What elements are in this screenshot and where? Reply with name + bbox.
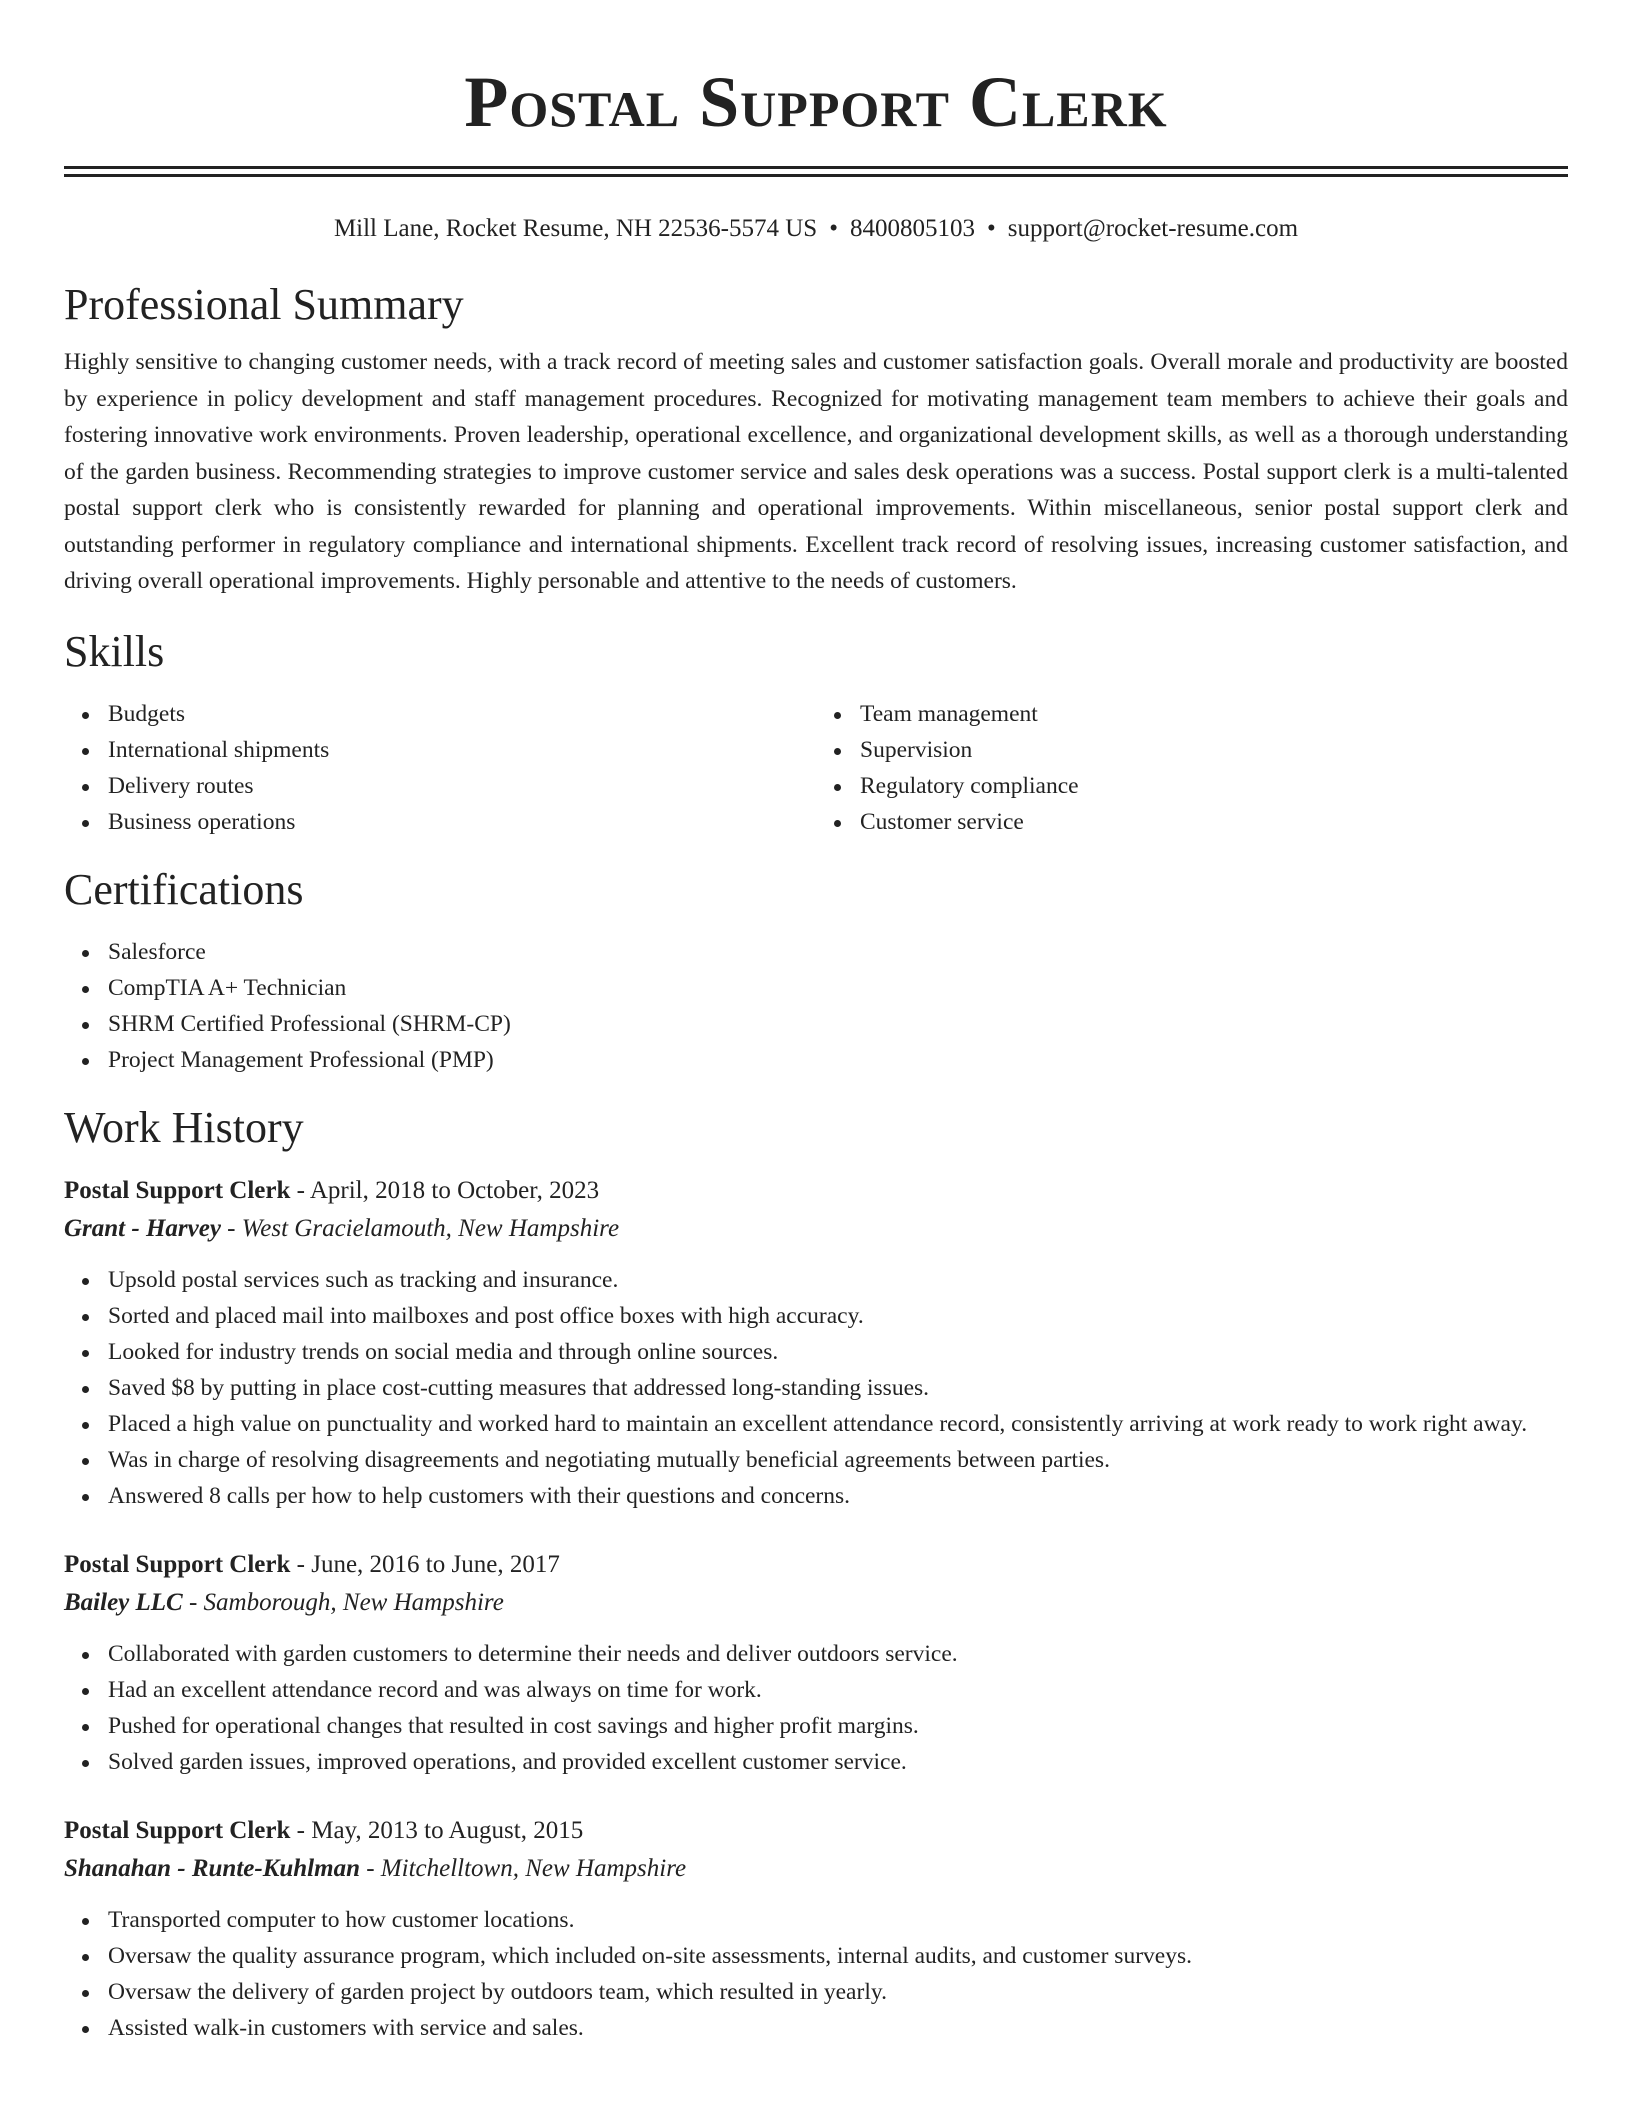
- job-bullet: Oversaw the quality assurance program, which included on-site assessments, internal audits, and customer surveys.: [108, 1938, 1568, 1974]
- job-bullet: Placed a high value on punctuality and worked hard to maintain an excellent attendance record, consistently arriving at work ready to work right away.: [108, 1406, 1568, 1442]
- certification-item: Project Management Professional (PMP): [108, 1042, 1568, 1078]
- job-bullets: [64, 1636, 1568, 1780]
- job-bullet: Saved $8 by putting in place cost-cutting measures that addressed long-standing issues.: [108, 1370, 1568, 1406]
- contact-phone: 8400805103: [849, 215, 975, 242]
- certifications-list: [64, 934, 1568, 1078]
- job-bullet: Pushed for operational changes that resulted in cost savings and higher profit margins.: [108, 1708, 1568, 1744]
- job-dates: - April, 2018 to October, 2023: [290, 1176, 600, 1204]
- job-location: - West Gracielamouth, New Hampshire: [220, 1214, 620, 1242]
- contact-separator: •: [829, 215, 838, 242]
- certification-item: SHRM Certified Professional (SHRM-CP): [108, 1006, 1568, 1042]
- summary-heading: Professional Summary: [64, 280, 464, 329]
- job-dates: - May, 2013 to August, 2015: [290, 1816, 584, 1844]
- skills-heading: Skills: [64, 626, 165, 676]
- job-location: - Samborough, New Hampshire: [182, 1588, 504, 1616]
- job-bullet: Upsold postal services such as tracking and insurance.: [108, 1262, 1568, 1298]
- summary-text: Highly sensitive to changing customer needs, with a track record of meeting sales and customer satisfaction goals. Overall morale and productivity are boosted by experience in policy development and staff management procedures. Recognized for motivating management team members to achieve their goals and fostering innovative work environments. Proven leadership, operational excellence, and organizational development skills, as well as a thorough understanding of the garden business. Recommending strategies to improve customer service and sales desk operations was a success. Postal support clerk is a multi-talented postal support clerk who is consistently rewarded for planning and operational improvements. Within miscellaneous, senior postal support clerk and outstanding performer in regulatory compliance and international shipments. Excellent track record of resolving issues, increasing customer satisfaction, and driving overall operational improvements. Highly personable and attentive to the needs of customers.: [64, 349, 1568, 594]
- page-title: Postal Support Clerk: [464, 62, 1168, 142]
- skill-item: Regulatory compliance: [860, 768, 1568, 804]
- skills-column-right: [816, 696, 1568, 840]
- job-bullet: Sorted and placed mail into mailboxes and post office boxes with high accuracy.: [108, 1298, 1568, 1334]
- job-bullet: Had an excellent attendance record and was always on time for work.: [108, 1672, 1568, 1708]
- job-role: Postal Support Clerk: [64, 1176, 291, 1204]
- job-entry: [64, 1546, 1568, 1780]
- job-location: - Mitchelltown, New Hampshire: [359, 1854, 687, 1882]
- skills-column-left: [64, 696, 816, 840]
- job-bullets: [64, 1262, 1568, 1514]
- job-bullet: Oversaw the delivery of garden project by outdoors team, which resulted in yearly.: [108, 1974, 1568, 2010]
- contact-separator: •: [986, 215, 996, 242]
- job-title-line: [64, 1546, 1568, 1584]
- job-bullet: Answered 8 calls per how to help customers with their questions and concerns.: [108, 1478, 1568, 1514]
- job-entry: [64, 1812, 1568, 2046]
- skill-item: Team management: [860, 696, 1568, 732]
- job-bullet: Solved garden issues, improved operations, and provided excellent customer service.: [108, 1744, 1568, 1780]
- job-company: Shanahan - Runte-Kuhlman: [64, 1854, 360, 1882]
- job-company: Bailey LLC: [64, 1588, 183, 1616]
- skill-item: Delivery routes: [108, 768, 816, 804]
- job-title-line: [64, 1172, 1568, 1210]
- job-bullet: Was in charge of resolving disagreements and negotiating mutually beneficial agreements between parties.: [108, 1442, 1568, 1478]
- skill-item: Customer service: [860, 804, 1568, 840]
- title-divider: [64, 166, 1568, 177]
- skill-item: Budgets: [108, 696, 816, 732]
- job-bullets: [64, 1902, 1568, 2046]
- contact-email: support@rocket-resume.com: [1007, 215, 1299, 242]
- skill-item: International shipments: [108, 732, 816, 768]
- certification-item: CompTIA A+ Technician: [108, 970, 1568, 1006]
- job-employer-line: [64, 1210, 1568, 1248]
- job-dates: - June, 2016 to June, 2017: [290, 1550, 560, 1578]
- contact-line: [64, 213, 1568, 245]
- job-employer-line: [64, 1850, 1568, 1888]
- job-company: Grant - Harvey: [64, 1214, 221, 1242]
- job-bullet: Collaborated with garden customers to determine their needs and deliver outdoors service.: [108, 1636, 1568, 1672]
- contact-address: Mill Lane, Rocket Resume, NH 22536-5574 US: [333, 215, 818, 242]
- certification-item: Salesforce: [108, 934, 1568, 970]
- job-role: Postal Support Clerk: [64, 1550, 291, 1578]
- work-history-heading: Work History: [64, 1102, 304, 1152]
- job-title-line: [64, 1812, 1568, 1850]
- job-bullet: Transported computer to how customer locations.: [108, 1902, 1568, 1938]
- skill-item: Supervision: [860, 732, 1568, 768]
- job-employer-line: [64, 1584, 1568, 1622]
- job-role: Postal Support Clerk: [64, 1816, 291, 1844]
- job-bullet: Assisted walk-in customers with service and sales.: [108, 2010, 1568, 2046]
- job-bullet: Looked for industry trends on social media and through online sources.: [108, 1334, 1568, 1370]
- certifications-heading: Certifications: [64, 864, 304, 914]
- skills-list: [64, 696, 1568, 840]
- job-entry: [64, 1172, 1568, 1514]
- skill-item: Business operations: [108, 804, 816, 840]
